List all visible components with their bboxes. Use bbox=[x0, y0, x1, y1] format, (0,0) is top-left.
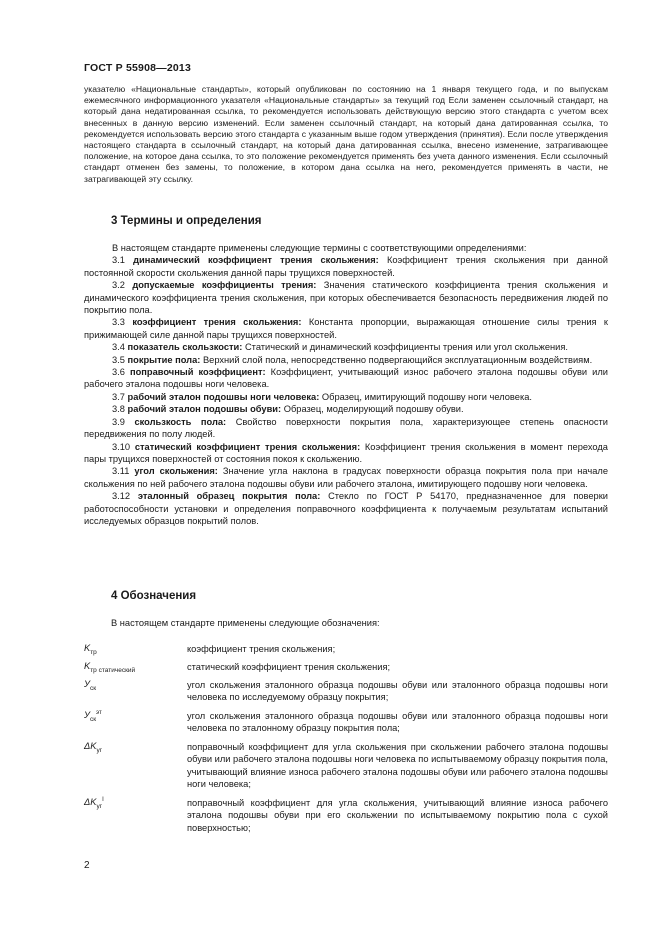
term-definition: Коэффициент трения скольжения в момент перехода пары трущихся поверхностей от состояния покоя к скольжению. bbox=[84, 441, 608, 464]
term-name: покрытие пола: bbox=[127, 354, 201, 365]
symbol-definition: статический коэффициент трения скольжения; bbox=[187, 662, 391, 672]
symbols-lead: В настоящем стандарте применены следующие обозначения: bbox=[111, 618, 380, 628]
term-name: эталонный образец покрытия пола: bbox=[137, 491, 321, 502]
symbol-superscript: I bbox=[102, 797, 104, 803]
term-item bbox=[84, 465, 608, 490]
section-4-title: 4 Обозначения bbox=[111, 590, 197, 602]
term-name: рабочий эталон подошвы ноги человека: bbox=[127, 391, 320, 402]
symbol-subscript: ск bbox=[89, 715, 97, 723]
symbol bbox=[84, 661, 184, 674]
symbol-superscript: эт bbox=[96, 710, 102, 716]
term-number: 3.3 bbox=[112, 317, 125, 328]
terms-lead: В настоящем стандарте применены следующие термины с соответствующими определениями: bbox=[112, 243, 527, 253]
symbol bbox=[84, 679, 184, 692]
section-3-title: 3 Термины и определения bbox=[111, 215, 262, 227]
intro-paragraph bbox=[84, 84, 608, 185]
symbol-definition: угол скольжения эталонного образца подошвы обуви или эталонного образца подошвы ноги человека по эталонному образцу покрытия пола; bbox=[187, 711, 608, 734]
term-number: 3.9 bbox=[112, 416, 125, 427]
term-item bbox=[84, 254, 608, 279]
symbol-base: ΔK bbox=[84, 797, 97, 808]
symbol-base: K bbox=[84, 661, 91, 671]
term-number: 3.10 bbox=[112, 441, 131, 452]
term-definition: Коэффициент трения скольжения при данной постоянной скорости скольжения данной пары трущихся поверхностей. bbox=[84, 255, 608, 278]
term-definition: Коэффициент, учитывающий износ рабочего эталона подошвы обуви или рабочего эталона подошвы ноги человека. bbox=[84, 367, 608, 390]
terms-list bbox=[84, 242, 608, 527]
term-definition: Свойство поверхности покрытия пола, характеризующее степень опасности передвижения по полу людей. bbox=[84, 416, 608, 440]
term-name: скользкость пола: bbox=[134, 416, 227, 427]
symbol bbox=[84, 710, 184, 723]
term-number: 3.6 bbox=[112, 367, 125, 378]
symbol-subscript: тр bbox=[90, 648, 97, 656]
symbol bbox=[84, 797, 184, 810]
intro-text: указателю «Национальные стандарты», который опубликован по состоянию на 1 января текущего года, и по выпускам ежемесячного информационного указателя «Национальные стандарты» за текущий год Если заменен ссылочный стандарт, на который дана недатированная ссылка, то рекомендуется использовать действующую версию этого стандарта с учетом всех внесенных в данную версию изменений. Если заменен ссылочный стандарт, на который дана датированная ссылка, то рекомендуется использовать версию этого стандарта с указанным выше годом утверждения (принятия). Если после утверждения настоящего стандарта в ссылочный стандарт, на который дана датированная ссылка, внесено изменение, затрагивающее положение, на которое дана ссылка, то это положение рекомендуется применять без учета данного изменения. Если ссылочный стандарт отменен без замены, то положение, в котором дана ссылка на него, рекомендуется применять в части, не затрагивающей эту ссылку. bbox=[84, 84, 608, 184]
symbol-definition: поправочный коэффициент для угла скольжения при скольжении рабочего эталона подошвы обуви или рабочего эталона подошвы ноги человека по испытываемому образцу покрытия пола, учитывающий влияние износа рабочего эталона подошвы обуви или рабочего эталона подошвы ноги человека; bbox=[187, 742, 608, 790]
term-number: 3.11 bbox=[112, 466, 130, 477]
term-number: 3.5 bbox=[112, 354, 125, 365]
symbol-base: У bbox=[84, 679, 90, 689]
term-item bbox=[84, 441, 608, 466]
term-name: динамический коэффициент трения скольжения: bbox=[133, 255, 379, 266]
term-definition: Верхний слой пола, непосредственно подвергающийся эксплуатационным воздействиям. bbox=[202, 354, 593, 365]
term-item bbox=[84, 403, 608, 415]
running-header: ГОСТ Р 55908—2013 bbox=[84, 62, 192, 74]
term-definition: Образец, моделирующий подошву обуви. bbox=[283, 404, 464, 415]
term-name: поправочный коэффициент: bbox=[130, 367, 266, 378]
term-number: 3.2 bbox=[112, 280, 125, 291]
term-item bbox=[84, 416, 608, 441]
symbol bbox=[84, 643, 184, 656]
page-number: 2 bbox=[84, 860, 90, 871]
symbol bbox=[84, 741, 184, 754]
symbol-subscript: ск bbox=[89, 684, 97, 692]
symbol-definition: коэффициент трения скольжения; bbox=[187, 644, 336, 654]
term-name: допускаемые коэффициенты трения: bbox=[132, 280, 317, 291]
symbol-definition: поправочный коэффициент для угла скольжения, учитывающий влияние износа рабочего эталона подошвы обуви при его скольжении по испытываемому покрытию пола с сухой поверхностью; bbox=[187, 798, 608, 833]
term-definition: Константа пропорции, выражающая отношение силы трения к прижимающей силе данной пары трущихся поверхностей. bbox=[84, 317, 608, 340]
term-item bbox=[84, 341, 608, 353]
term-number: 3.12 bbox=[112, 491, 131, 502]
term-item bbox=[84, 279, 608, 316]
symbol-subscript: уг bbox=[96, 746, 103, 754]
term-name: рабочий эталон подошвы обуви: bbox=[127, 404, 282, 415]
term-item bbox=[84, 316, 608, 341]
symbol-subscript: уг bbox=[96, 802, 103, 810]
symbol-definition: угол скольжения эталонного образца подошвы обуви или эталонного образца подошвы ноги человека по исследуемому образцу покрытия; bbox=[187, 680, 608, 703]
term-item bbox=[84, 391, 608, 403]
term-definition: Стекло по ГОСТ Р 54170, предназначенное для поверки работоспособности установки и определения поправочного коэффициента к получаемым результатам испытаний исследуемых образцов покрытий полов. bbox=[84, 491, 608, 526]
term-item bbox=[84, 490, 608, 527]
symbol-base: У bbox=[84, 710, 90, 721]
term-item bbox=[84, 366, 608, 391]
term-number: 3.1 bbox=[112, 255, 125, 266]
symbol-base: ΔK bbox=[84, 741, 97, 751]
term-number: 3.7 bbox=[112, 391, 125, 402]
term-definition: Образец, имитирующий подошву ноги человека. bbox=[321, 391, 532, 402]
term-number: 3.8 bbox=[112, 404, 125, 415]
term-definition: Значения статического коэффициента трения скольжения и динамического коэффициента трения скольжения, при которых обеспечивается безопасность передвижения людей по покрытию пола. bbox=[84, 280, 608, 316]
term-number: 3.4 bbox=[112, 342, 125, 353]
symbol-subscript: тр статический bbox=[90, 666, 136, 674]
term-name: показатель скользкости: bbox=[127, 342, 243, 353]
term-name: коэффициент трения скольжения: bbox=[132, 317, 302, 328]
term-item bbox=[84, 354, 608, 366]
term-name: угол скольжения: bbox=[134, 466, 218, 477]
term-definition: Статический и динамический коэффициенты трения или угол скольжения. bbox=[244, 342, 568, 353]
term-name: статический коэффициент трения скольжения: bbox=[134, 441, 361, 452]
term-definition: Значение угла наклона в градусах поверхности образца покрытия пола при начале скольжения по ней рабочего эталона подошвы обуви или рабочего эталона, имитирующего подошву ноги человека. bbox=[84, 466, 608, 489]
symbol-base: K bbox=[84, 643, 91, 653]
